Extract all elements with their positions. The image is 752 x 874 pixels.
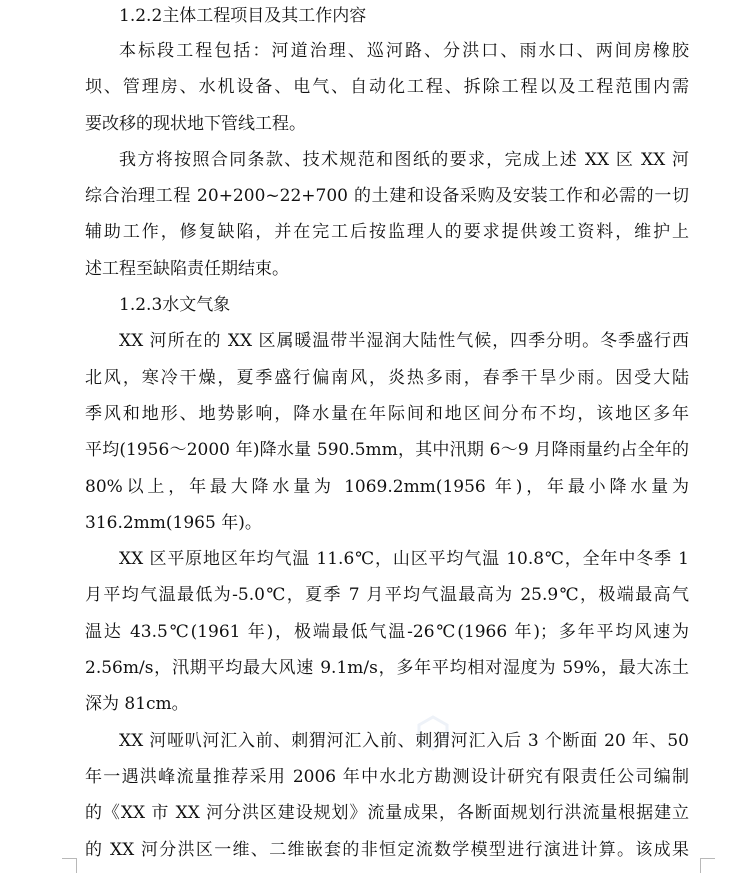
paragraph-line: 平均(1956～2000 年)降水量 590.5mm，其中汛期 6～9 月降雨量约占全年的 (85, 440, 689, 461)
document-body (85, 0, 689, 868)
paragraph-line: 述工程至缺陷责任期结束。 (85, 258, 289, 279)
paragraph-line: 综合治理工程 20+200~22+700 的土建和设备采购及安装工作和必需的一切 (85, 186, 689, 207)
page-corner-mark (62, 858, 77, 873)
paragraph-line: XX 河所在的 XX 区属暖温带半湿润大陆性气候，四季分明。冬季盛行西 (119, 331, 689, 352)
paragraph-line: 316.2mm(1965 年)。 (85, 512, 262, 533)
paragraph-line: 的 XX 河分洪区一维、二维嵌套的非恒定流数学模型进行演进计算。该成果 (85, 839, 689, 860)
paragraph-line: 温达 43.5℃(1961 年)，极端最低气温-26℃(1966 年)；多年平均风速为 (85, 621, 689, 642)
paragraph-line: XX 区平原地区年均气温 11.6℃，山区平均气温 10.8℃，全年中冬季 1 (119, 549, 689, 570)
paragraph-line: 的《XX 市 XX 河分洪区建设规划》流量成果，各断面规划行洪流量根据建立 (85, 803, 689, 824)
paragraph-line: 本标段工程包括：河道治理、巡河路、分洪口、雨水口、两间房橡胶 (119, 41, 689, 61)
section-heading: 1.2.2主体工程项目及其工作内容 (119, 6, 367, 26)
paragraph-line: 我方将按照合同条款、技术规范和图纸的要求，完成上述 XX 区 XX 河 (119, 149, 689, 170)
paragraph-line: 80%以上，年最大降水量为 1069.2mm(1956 年)，年最小降水量为 (85, 476, 689, 497)
paragraph-line: 年一遇洪峰流量推荐采用 2006 年中水北方勘测设计研究有限责任公司编制 (85, 766, 689, 787)
paragraph-line: 月平均气温最低为-5.0℃，夏季 7 月平均气温最高为 25.9℃，极端最高气 (85, 585, 689, 606)
paragraph-line: 深为 81cm。 (85, 694, 189, 715)
paragraph-line: 季风和地形、地势影响，降水量在年际间和地区间分布不均，该地区多年 (85, 403, 689, 424)
paragraph-line: 辅助工作，修复缺陷，并在完工后按监理人的要求提供竣工资料，维护上 (85, 222, 689, 243)
paragraph-line: 2.56m/s，汛期平均最大风速 9.1m/s，多年平均相对湿度为 59%，最大冻土 (85, 658, 689, 679)
section-heading: 1.2.3水文气象 (119, 295, 231, 316)
paragraph-line: XX 河哑叭河汇入前、刺猬河汇入前、刺猬河汇入后 3 个断面 20 年、50 (119, 730, 689, 751)
page-corner-mark (700, 858, 715, 873)
paragraph-line: 要改移的现状地下管线工程。 (85, 113, 306, 134)
paragraph-line: 北风，寒冷干燥，夏季盛行偏南风，炎热多雨，春季干旱少雨。因受大陆 (85, 367, 689, 388)
paragraph-line: 坝、管理房、水机设备、电气、自动化工程、拆除工程以及工程范围内需 (85, 77, 689, 98)
